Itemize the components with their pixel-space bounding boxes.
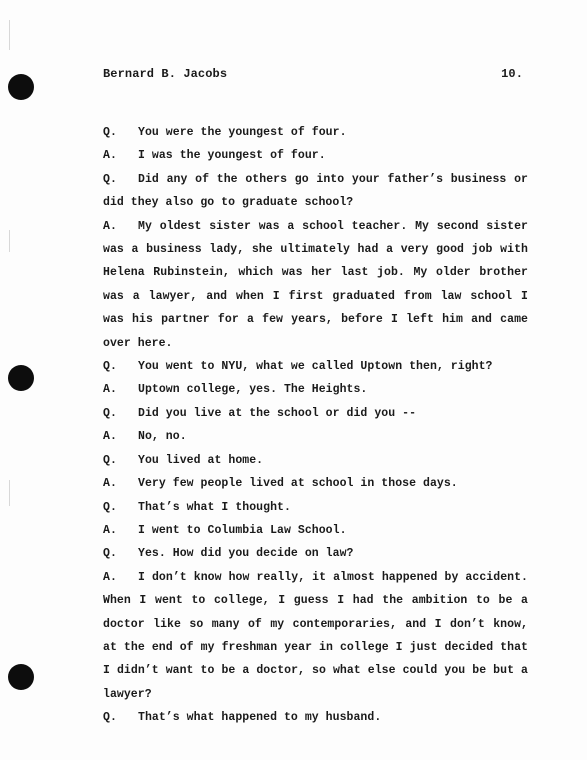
entry-text: That’s what I thought. — [138, 500, 291, 514]
transcript-entry — [103, 355, 528, 378]
speaker-label: Q. — [103, 547, 117, 561]
speaker-label: Q. — [103, 711, 117, 725]
scan-edge-mark — [9, 230, 10, 252]
speaker-label: Q. — [103, 453, 117, 467]
transcript-entry — [103, 378, 528, 401]
speaker-label: A. — [103, 570, 117, 584]
transcript-entry — [103, 215, 528, 355]
transcript-entry — [103, 472, 528, 495]
transcript-entry — [103, 425, 528, 448]
entry-text: Uptown college, yes. The Heights. — [138, 383, 368, 397]
entry-text: Yes. How did you decide on law? — [138, 547, 354, 561]
entry-text: Very few people lived at school in those days. — [138, 477, 458, 491]
entry-text: I was the youngest of four. — [138, 149, 326, 163]
transcript-body — [103, 121, 528, 730]
speaker-label: Q. — [103, 360, 117, 374]
binder-hole — [8, 664, 34, 690]
transcript-entry — [103, 496, 528, 519]
transcript-entry — [103, 449, 528, 472]
transcript-entry — [103, 519, 528, 542]
interviewee-name: Bernard B. Jacobs — [103, 67, 228, 81]
speaker-label: Q. — [103, 172, 117, 186]
speaker-label: Q. — [103, 500, 117, 514]
transcript-entry — [103, 121, 528, 144]
entry-text: I don’t know how really, it almost happened by accident. When I went to college, I guess I had the ambition to be a doctor like so many of my contemporaries, and I don’t know, at the end of my freshman year in college I just decided that I didn’t want to be a doctor, so what else could you be but a lawyer? — [103, 570, 528, 701]
speaker-label: A. — [103, 219, 117, 233]
speaker-label: Q. — [103, 406, 117, 420]
transcript-entry — [103, 168, 528, 215]
speaker-label: A. — [103, 383, 117, 397]
transcript-entry — [103, 542, 528, 565]
transcript-entry — [103, 402, 528, 425]
page-number: 10. — [501, 67, 523, 81]
scan-edge-mark — [9, 480, 10, 506]
speaker-label: A. — [103, 149, 117, 163]
transcript-entry — [103, 706, 528, 729]
scan-edge-mark — [9, 20, 10, 50]
entry-text: My oldest sister was a school teacher. My second sister was a business lady, she ultimately had a very good job with Helena Rubinstein, which was her last job. My older brother was a lawyer, and when I first graduated from law school I was his partner for a few years, before I left him and came over here. — [103, 219, 528, 350]
entry-text: You lived at home. — [138, 453, 264, 467]
page-header — [103, 67, 523, 83]
entry-text: You were the youngest of four. — [138, 126, 347, 139]
speaker-label: Q. — [103, 126, 117, 139]
speaker-label: A. — [103, 430, 117, 444]
entry-text: No, no. — [138, 430, 187, 444]
binder-hole — [8, 74, 34, 100]
transcript-entry — [103, 144, 528, 167]
entry-text: I went to Columbia Law School. — [138, 523, 347, 537]
entry-text: That’s what happened to my husband. — [138, 711, 382, 725]
entry-text: Did any of the others go into your father’s business or did they also go to graduate school? — [103, 172, 528, 210]
speaker-label: A. — [103, 477, 117, 491]
entry-text: Did you live at the school or did you -- — [138, 406, 417, 420]
entry-text: You went to NYU, what we called Uptown then, right? — [138, 360, 493, 374]
transcript-entry — [103, 566, 528, 706]
speaker-label: A. — [103, 523, 117, 537]
binder-hole — [8, 365, 34, 391]
